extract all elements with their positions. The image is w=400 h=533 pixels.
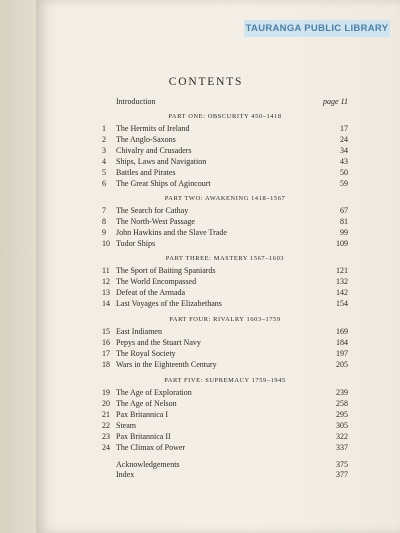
entry-page: 99 xyxy=(340,228,348,237)
entry-number: 18 xyxy=(102,360,110,369)
entry-number: 14 xyxy=(102,299,110,308)
toc-entry xyxy=(102,349,348,359)
toc-entry xyxy=(102,206,348,216)
entry-page: 81 xyxy=(340,217,348,226)
entry-page: 154 xyxy=(336,299,348,308)
entry-page: 322 xyxy=(336,432,348,441)
entry-title: Chivalry and Crusaders xyxy=(116,146,192,155)
end-matter-title: Acknowledgements xyxy=(116,460,180,469)
library-stamp: TAURANGA PUBLIC LIBRARY xyxy=(244,20,390,37)
entry-title: The Climax of Power xyxy=(116,443,186,452)
entry-title: The Age of Exploration xyxy=(116,388,192,397)
toc-entry xyxy=(102,443,348,453)
introduction-page: page 11 xyxy=(323,97,348,106)
entry-number: 16 xyxy=(102,338,110,347)
introduction-label: Introduction xyxy=(116,97,156,106)
entry-number: 19 xyxy=(102,388,110,397)
page-title: CONTENTS xyxy=(168,76,244,88)
introduction-row xyxy=(116,97,348,107)
toc-entry xyxy=(102,217,348,227)
entry-page: 337 xyxy=(336,443,348,452)
entry-title: The Royal Society xyxy=(116,349,176,358)
entry-number: 2 xyxy=(102,135,106,144)
toc-entry xyxy=(102,157,348,167)
part-heading: PART THREE: MASTERY 1567–1603 xyxy=(165,255,285,262)
toc-entry xyxy=(102,228,348,238)
entry-title: Wars in the Eighteenth Century xyxy=(116,360,217,369)
entry-title: Pax Britannica I xyxy=(116,410,168,419)
entry-title: The Sport of Baiting Spaniards xyxy=(116,266,216,275)
entry-page: 17 xyxy=(340,124,348,133)
entry-title: East Indiamen xyxy=(116,327,162,336)
entry-number: 17 xyxy=(102,349,110,358)
entry-page: 109 xyxy=(336,239,348,248)
entry-page: 205 xyxy=(336,360,348,369)
entry-title: Tudor Ships xyxy=(116,239,156,248)
toc-entry xyxy=(102,299,348,309)
entry-page: 24 xyxy=(340,135,348,144)
entry-number: 6 xyxy=(102,179,106,188)
entry-number: 12 xyxy=(102,277,110,286)
entry-title: The Age of Nelson xyxy=(116,399,177,408)
toc-entry xyxy=(102,421,348,431)
entry-number: 7 xyxy=(102,206,106,215)
entry-title: The World Encompassed xyxy=(116,277,197,286)
entry-number: 15 xyxy=(102,327,110,336)
entry-page: 169 xyxy=(336,327,348,336)
toc-entry xyxy=(102,360,348,370)
entry-number: 11 xyxy=(102,266,110,275)
entry-number: 4 xyxy=(102,157,106,166)
entry-number: 20 xyxy=(102,399,110,408)
entry-page: 184 xyxy=(336,338,348,347)
toc-entry xyxy=(102,288,348,298)
entry-number: 9 xyxy=(102,228,106,237)
entry-page: 50 xyxy=(340,168,348,177)
entry-title: The Search for Cathay xyxy=(116,206,189,215)
part-heading: PART TWO: AWAKENING 1418–1567 xyxy=(164,195,286,202)
toc-entry xyxy=(102,327,348,337)
entry-number: 10 xyxy=(102,239,110,248)
entry-title: John Hawkins and the Slave Trade xyxy=(116,228,227,237)
entry-page: 142 xyxy=(336,288,348,297)
entry-number: 24 xyxy=(102,443,110,452)
entry-number: 23 xyxy=(102,432,110,441)
toc-entry xyxy=(102,168,348,178)
entry-page: 43 xyxy=(340,157,348,166)
toc-entry xyxy=(102,239,348,249)
entry-page: 59 xyxy=(340,179,348,188)
entry-page: 305 xyxy=(336,421,348,430)
toc-entry xyxy=(102,135,348,145)
entry-title: Last Voyages of the Elizabethans xyxy=(116,299,222,308)
entry-number: 3 xyxy=(102,146,106,155)
entry-number: 8 xyxy=(102,217,106,226)
part-heading: PART FIVE: SUPREMACY 1759–1945 xyxy=(164,377,286,384)
entry-title: The Hermits of Ireland xyxy=(116,124,190,133)
entry-title: Defeat of the Armada xyxy=(116,288,186,297)
toc-entry xyxy=(102,146,348,156)
toc-entry xyxy=(102,266,348,276)
entry-title: Steam xyxy=(116,421,136,430)
end-matter-page: 377 xyxy=(336,470,348,479)
previous-page-edge xyxy=(0,0,37,533)
end-matter-page: 375 xyxy=(336,460,348,469)
end-matter-row xyxy=(116,460,348,470)
entry-number: 22 xyxy=(102,421,110,430)
toc-entry xyxy=(102,124,348,134)
entry-title: Pax Britannica II xyxy=(116,432,171,441)
toc-entry xyxy=(102,410,348,420)
entry-title: Battles and Pirates xyxy=(116,168,176,177)
entry-title: The Anglo-Saxons xyxy=(116,135,176,144)
entry-number: 21 xyxy=(102,410,110,419)
end-matter-row xyxy=(116,470,348,480)
toc-entry xyxy=(102,338,348,348)
entry-page: 295 xyxy=(336,410,348,419)
end-matter-title: Index xyxy=(116,470,135,479)
entry-number: 5 xyxy=(102,168,106,177)
toc-entry xyxy=(102,388,348,398)
entry-page: 239 xyxy=(336,388,348,397)
toc-entry xyxy=(102,432,348,442)
entry-number: 13 xyxy=(102,288,110,297)
toc-entry xyxy=(102,277,348,287)
toc-entry xyxy=(102,399,348,409)
entry-title: The North-West Passage xyxy=(116,217,195,226)
entry-title: Pepys and the Stuart Navy xyxy=(116,338,201,347)
entry-page: 121 xyxy=(336,266,348,275)
entry-page: 197 xyxy=(336,349,348,358)
entry-page: 67 xyxy=(340,206,348,215)
entry-title: The Great Ships of Agincourt xyxy=(116,179,211,188)
entry-page: 258 xyxy=(336,399,348,408)
toc-entry xyxy=(102,179,348,189)
entry-title: Ships, Laws and Navigation xyxy=(116,157,207,166)
part-heading: PART FOUR: RIVALRY 1603–1759 xyxy=(169,316,281,323)
part-heading: PART ONE: OBSCURITY 450–1418 xyxy=(168,113,282,120)
entry-number: 1 xyxy=(102,124,106,133)
entry-page: 132 xyxy=(336,277,348,286)
entry-page: 34 xyxy=(340,146,348,155)
